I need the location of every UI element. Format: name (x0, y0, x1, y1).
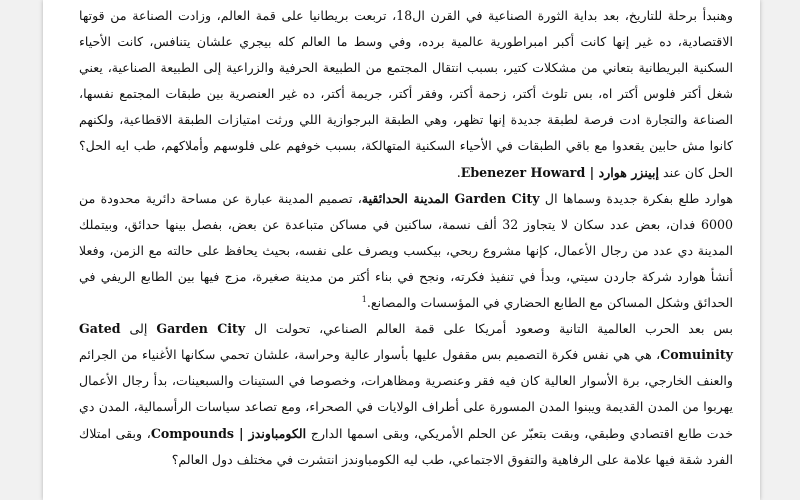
paragraph-text: هوارد طلع بفكرة جديدة وسماها ال (539, 190, 734, 206)
bold-term: Garden City المدينة الحدائقية (361, 190, 540, 206)
paragraph-text: وهنبدأ برحلة للتاريخ، بعد بداية الثورة الصناعية في القرن ال18، تربعت بريطانيا على قمة العالم، وزادت الصناعة من قوتها الاقتصادية، ده غير إنها كانت أكبر امبراطورية عالمية برده، وفي وسط ما العالم كله بيجري علشان يتنافس، كانت الأحياء السكنية البريطانية بتعاني من مشكلات كتير، بسبب انتقال المجتمع من الطبيعة الحرفية والزراعية إلى الطبيعة الصناعية، يعني شغل أكتر فلوس أكتر اه، بس تلوث أكتر، زحمة أكتر، وفقر أكتر، جريمة أكتر، ده غير العنصرية بين طبقات المجتمع نفسها، الصناعة والتجارة ادت فرصة لطبقة جديدة إنها تظهر، وهي الطبقة البرجوازية اللي ورثت امتيازات الطبقة الاقطاعية، ولكنهم كانوا مش حابين يقعدوا مع باقي الطبقات في الأحياء السكنية المتهالكة، بسبب خوفهم على فلوسهم وأملاكهم، طب ايه الحل؟ الحل كان عند (79, 8, 734, 180)
paragraph-text: بس بعد الحرب العالمية التانية وصعود أمريكا على قمة العالم الصناعي، تحولت ال (245, 321, 733, 337)
footnote-reference[interactable]: 1 (361, 294, 367, 304)
paragraph-text: ، تصميم المدينة عبارة عن مساحة دائرية محدودة من 6000 فدان، بعض عدد سكان لا يتجاوز 32 ألف نسمة، ساكنين في مساكن متباعدة عن بعض، بفصل بينها حدائق، وبيتملك المدينة دي عدد من رجال الأعمال، كإنها مشروع ربحي، بيكسب ويصرف على نفسه، بحيث يحافظ على حالته مع الزمن، وفعلا أنشأ هوارد شركة جاردن سيتي، وبدأ في تنفيذ فكرته، ونجح في بناء أكتر من مدينة صغيرة، مزج فيها بين الطابع الريفي في الحدائق وشكل المساكن مع الطابع الحضاري في المؤسسات والمصانع. (79, 190, 733, 311)
paragraph-text: ، وبقى امتلاك الفرد شقة فيها علامة على الرفاهية والتفوق الاجتماعي، طب ليه الكومباوندز انتشرت في مختلف دول العالم؟ (79, 425, 733, 467)
bold-term: إبينزر هوارد | Ebenezer Howard (460, 164, 659, 180)
paragraph-text: إلى (120, 321, 157, 337)
document-page (43, 0, 760, 500)
bold-term: الكومباوندز | Compounds (150, 425, 307, 441)
paragraph (79, 3, 733, 186)
paragraph-text: . (456, 164, 461, 180)
paragraph (79, 316, 733, 473)
paragraph-text: ، هي هي نفس فكرة التصميم بس مقفول عليها بأسوار عالية وحراسة، علشان تحمي سكانها الأغنياء من الجرائم والعنف الخارجي، برة الأسوار العالية كان فيه فقر وعنصرية ومظاهرات، وخصوصا في الستينات والسبعينات، بدأ رجال الأعمال يهربوا من المدن القديمة ويبنوا المدن المسورة على أطراف الولايات في الصحراء، ومع تصاعد سياسات الرأسمالية، المدن دي خدت طابع اقتصادي وطبقي، وبقت بتعبّر عن الحلم الأمريكي، وبقى اسمها الدارج (79, 347, 733, 441)
bold-term: Garden City (156, 321, 246, 337)
document-body (79, 3, 733, 473)
paragraph (79, 186, 733, 316)
bold-term: Gated Comuinity (79, 321, 733, 363)
